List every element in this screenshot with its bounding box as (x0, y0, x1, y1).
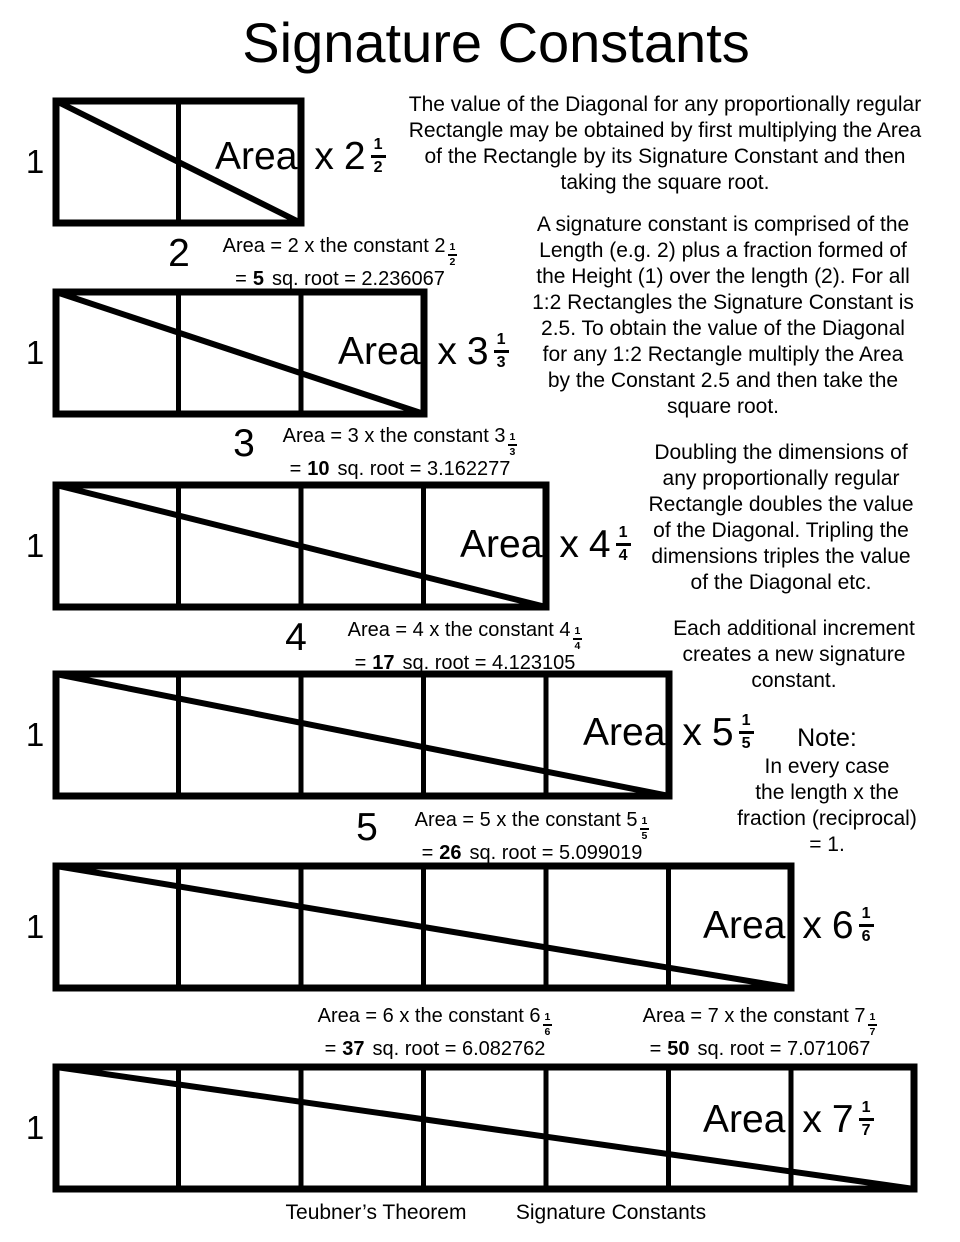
constant-fraction: $\frac{1}{6}$ (859, 906, 874, 945)
text-line: taking the square root. (560, 171, 770, 194)
text-line: the Height (1) over the length (2). For all (536, 265, 910, 288)
caption-fraction: $\frac{1}{6}$ (544, 1011, 551, 1038)
caption-line2: = 26 sq. root = 5.099019 (421, 842, 643, 864)
text-line: constant. (751, 669, 837, 692)
root-value: sq. root = 5.099019 (469, 842, 643, 864)
area-value: 10 (307, 458, 330, 480)
height-label: 1 (25, 334, 45, 371)
note-heading: Note: (797, 724, 857, 752)
times-sign: x (802, 1098, 822, 1141)
times-sign: x (314, 135, 334, 178)
area-value: 37 (342, 1038, 365, 1060)
text-line: A signature constant is comprised of the (536, 213, 910, 236)
text-line: creates a new signature (682, 643, 906, 666)
caption-fraction: $\frac{1}{2}$ (449, 241, 456, 268)
caption-line1: Area = 7 x the constant 7 $\frac{1}{7}$ (642, 1005, 876, 1038)
caption-fraction: $\frac{1}{7}$ (869, 1011, 876, 1038)
times-sign: x (437, 330, 457, 373)
caption-fraction: $\frac{1}{4}$ (574, 625, 581, 652)
footer-constants-title: Signature Constants (515, 1201, 707, 1224)
text-line: 1:2 Rectangles the Signature Constant is (532, 291, 914, 314)
caption-fraction: $\frac{1}{3}$ (509, 431, 516, 458)
area-value: 17 (372, 652, 395, 674)
rectangle-1x6 (51, 861, 796, 993)
figure-caption (610, 1004, 910, 1061)
page-title: Signature Constants (242, 11, 750, 74)
figure-caption (315, 618, 615, 675)
area-formula-label (703, 904, 874, 948)
text-line: for any 1:2 Rectangle multiply the Area (542, 343, 904, 366)
root-value: sq. root = 6.082762 (372, 1038, 546, 1060)
text-line: fraction (reciprocal) (737, 807, 917, 830)
text-line: = 1. (809, 833, 845, 856)
diagonal-line (56, 674, 669, 796)
constant-whole: 5 (711, 711, 734, 754)
note-block (702, 722, 952, 858)
text-line: The value of the Diagonal for any proportionally regular (408, 93, 922, 116)
height-label: 1 (25, 908, 45, 945)
root-value: sq. root = 2.236067 (271, 268, 445, 290)
text-line: dimensions triples the value (651, 545, 911, 568)
figure-caption (382, 808, 682, 865)
area-value: 50 (667, 1038, 690, 1060)
caption-fraction: $\frac{1}{5}$ (641, 815, 648, 842)
paragraph-signature-constant (528, 212, 918, 420)
figure-caption (190, 234, 490, 291)
caption-line1: Area = 5 x the constant 5 $\frac{1}{5}$ (414, 809, 648, 842)
constant-fraction: $\frac{1}{7}$ (859, 1100, 874, 1139)
text-line: Rectangle may be obtained by first multiplying the Area (408, 119, 922, 142)
text-line: Doubling the dimensions of (654, 441, 908, 464)
area-value: 5 (252, 268, 264, 290)
length-digit: 3 (233, 422, 255, 465)
constant-fraction: $\frac{1}{2}$ (371, 137, 386, 176)
caption-line2: = 5 sq. root = 2.236067 (235, 268, 445, 290)
area-formula-label (215, 135, 386, 179)
text-line: Length (e.g. 2) plus a fraction formed of (539, 239, 907, 262)
rectangle-1x5 (51, 669, 674, 801)
length-digit: 5 (356, 806, 378, 849)
area-word: Area (583, 711, 666, 754)
caption-line1: Area = 6 x the constant 6 $\frac{1}{6}$ (317, 1005, 551, 1038)
footer-theorem-title: Teubner’s Theorem (285, 1201, 467, 1224)
text-line: Each additional increment (673, 617, 915, 640)
text-line: by the Constant 2.5 and then take the (547, 369, 899, 392)
text-line: square root. (666, 395, 780, 418)
root-value: sq. root = 7.071067 (697, 1038, 871, 1060)
constant-fraction: $\frac{1}{4}$ (616, 525, 631, 564)
text-line: In every case (764, 755, 890, 778)
root-value: sq. root = 3.162277 (337, 458, 511, 480)
height-label: 1 (25, 1109, 45, 1146)
figure-caption (285, 1004, 585, 1061)
times-sign: x (682, 711, 702, 754)
area-formula-label (460, 523, 631, 567)
area-word: Area (460, 523, 543, 566)
height-label: 1 (25, 527, 45, 564)
area-value: 26 (439, 842, 462, 864)
constant-whole: 2 (343, 135, 366, 178)
area-word: Area (338, 330, 421, 373)
area-formula-label (338, 330, 509, 374)
root-value: sq. root = 4.123105 (402, 652, 576, 674)
caption-line2: = 37 sq. root = 6.082762 (324, 1038, 546, 1060)
paragraph-diagonal-value (380, 92, 950, 196)
length-digit: 2 (168, 232, 190, 275)
caption-line2: = 50 sq. root = 7.071067 (649, 1038, 871, 1060)
text-line: Rectangle doubles the value (648, 493, 914, 516)
constant-whole: 4 (588, 523, 611, 566)
paragraph-doubling (631, 440, 931, 596)
height-label: 1 (25, 716, 45, 753)
figure-caption (250, 424, 550, 481)
caption-line1: Area = 3 x the constant 3 $\frac{1}{3}$ (282, 425, 516, 458)
times-sign: x (802, 904, 822, 947)
text-line: of the Rectangle by its Signature Constant and then (424, 145, 906, 168)
constant-fraction: $\frac{1}{5}$ (739, 713, 754, 752)
length-digit: 4 (285, 616, 307, 659)
text-line: any proportionally regular (662, 467, 900, 490)
text-line: 2.5. To obtain the value of the Diagonal (541, 317, 905, 340)
area-word: Area (703, 904, 786, 947)
caption-line2: = 10 sq. root = 3.162277 (289, 458, 511, 480)
caption-line1: Area = 4 x the constant 4 $\frac{1}{4}$ (347, 619, 581, 652)
constant-whole: 6 (831, 904, 854, 947)
text-line: of the Diagonal. Tripling the (653, 519, 909, 542)
caption-line1: Area = 2 x the constant 2 $\frac{1}{2}$ (222, 235, 456, 268)
area-word: Area (703, 1098, 786, 1141)
height-label: 1 (25, 143, 45, 180)
area-formula-label (703, 1098, 874, 1142)
constant-whole: 7 (831, 1098, 854, 1141)
text-line: the length x the (755, 781, 899, 804)
area-word: Area (215, 135, 298, 178)
constant-fraction: $\frac{1}{3}$ (494, 332, 509, 371)
constant-whole: 3 (466, 330, 489, 373)
caption-line2: = 17 sq. root = 4.123105 (354, 652, 576, 674)
times-sign: x (559, 523, 579, 566)
text-line: of the Diagonal etc. (690, 571, 872, 594)
paragraph-increment (644, 616, 944, 694)
